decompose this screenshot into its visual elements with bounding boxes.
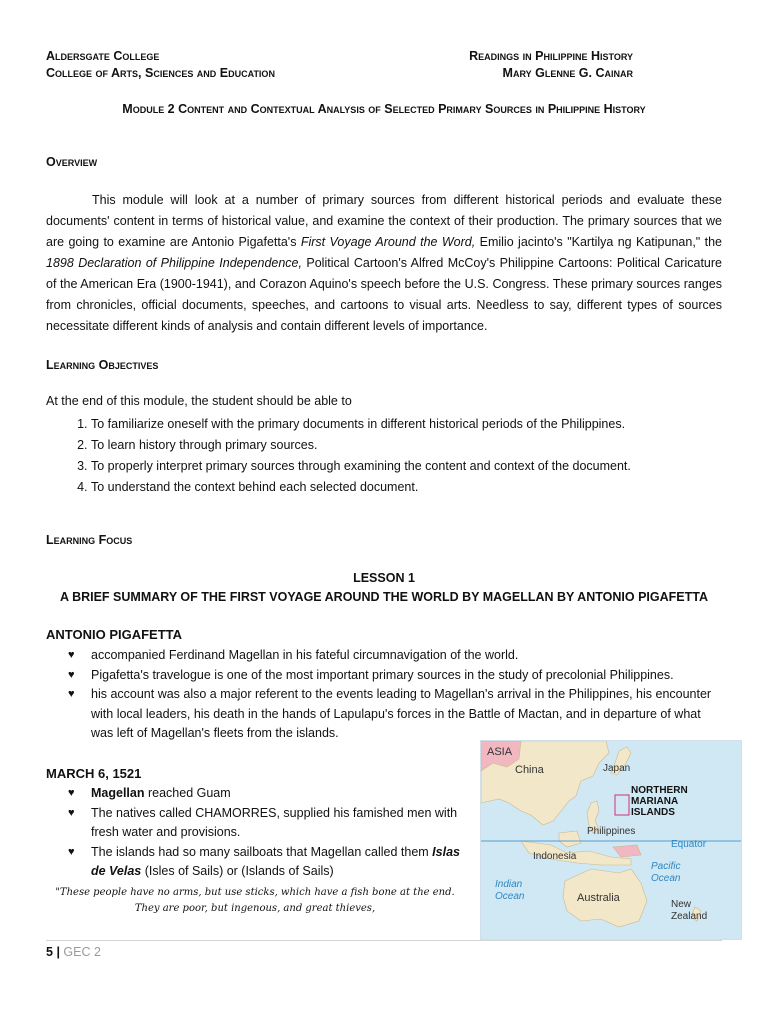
overview-text-3: Political Cartoon's Alfred McCoy's Philippine Cartoons: Political Caricature of the American Era (1900-1941), and Corazon Aquino's speech before the U.S. Congress. These primary sources ranges from chronicles, official documents, speeches, and cartoons to visual arts. Needless to say, different types of sources necessitate different kinds of analysis and contain different levels of importance. bbox=[46, 256, 722, 333]
western-pacific-map bbox=[480, 740, 742, 940]
label-indonesia: Indonesia bbox=[533, 851, 577, 862]
heart-bullet-icon: ♥ bbox=[68, 787, 75, 799]
bullet-text: his account was also a major referent to the events leading to Magellan's arrival in the Philippines, his encounter with local leaders, his death in the hands of Lapulapu's forces in the Battle of Mactan, and in departure of what was left of Magellan's fleets from the islands. bbox=[91, 687, 712, 740]
objective-item: 3. To properly interpret primary sources through examining the content and context of the document. bbox=[91, 456, 731, 477]
learning-focus-heading: Learning Focus bbox=[46, 533, 133, 547]
heart-bullet-icon: ♥ bbox=[68, 649, 75, 661]
heart-bullet-icon: ♥ bbox=[68, 688, 75, 700]
list-item bbox=[46, 843, 464, 882]
map-graphic bbox=[481, 741, 741, 939]
list-item bbox=[46, 646, 722, 666]
bullet-text: accompanied Ferdinand Magellan in his fateful circumnavigation of the world. bbox=[91, 648, 519, 662]
lesson-title: A BRIEF SUMMARY OF THE FIRST VOYAGE AROUND THE WORLD BY MAGELLAN BY ANTONIO PIGAFETTA bbox=[60, 590, 708, 604]
list-item bbox=[46, 784, 464, 804]
march-heading: MARCH 6, 1521 bbox=[46, 766, 142, 781]
label-pacific-2: Ocean bbox=[651, 873, 681, 884]
label-australia: Australia bbox=[577, 892, 620, 904]
overview-text-1: This module will look at a number of primary sources from different historical periods and evaluate these documents' content in terms of historical value, and examine the context of their production. The primary sources that we are going to examine are Antonio Pigafetta's bbox=[46, 193, 722, 249]
label-nmi-1: NORTHERN bbox=[631, 785, 688, 796]
list-item bbox=[46, 685, 722, 744]
footer-divider bbox=[46, 940, 722, 941]
overview-text-2: Emilio jacinto's "Kartilya ng Katipunan," the bbox=[475, 235, 722, 249]
page-footer bbox=[46, 945, 101, 959]
header-left bbox=[46, 48, 275, 82]
label-pacific-1: Pacific bbox=[651, 861, 681, 872]
objectives-intro: At the end of this module, the student should be able to bbox=[46, 394, 352, 408]
label-china: China bbox=[515, 764, 544, 776]
heart-bullet-icon: ♥ bbox=[68, 806, 75, 819]
overview-paragraph bbox=[46, 190, 722, 337]
magellan-bold: Magellan bbox=[91, 786, 145, 800]
objectives-list bbox=[46, 414, 731, 498]
college-name: College of Arts, Sciences and Education bbox=[46, 66, 275, 80]
pigafetta-quote bbox=[46, 885, 464, 917]
bullet-text: reached Guam bbox=[144, 786, 231, 800]
march-bullets bbox=[46, 784, 464, 882]
label-indian-2: Ocean bbox=[495, 891, 525, 902]
label-equator: Equator bbox=[671, 839, 707, 850]
module-title: Module 2 Content and Contextual Analysis of Selected Primary Sources in Philippine History bbox=[122, 102, 646, 116]
label-nz-2: Zealand bbox=[671, 911, 708, 922]
list-item bbox=[46, 666, 722, 686]
quote-line: They are poor, but ingenous, and great thieves, bbox=[134, 903, 376, 914]
heart-bullet-icon: ♥ bbox=[68, 668, 75, 681]
pigafetta-bullets bbox=[46, 646, 722, 744]
islas-de-velas: Islas de Velas bbox=[91, 844, 460, 878]
footer-separator: | bbox=[56, 945, 60, 959]
label-asia: ASIA bbox=[487, 746, 513, 758]
course-title: Readings in Philippine History bbox=[469, 49, 633, 63]
objective-item: 2. To learn history through primary sources. bbox=[91, 435, 731, 456]
list-item bbox=[46, 804, 464, 843]
bullet-text: Pigafetta's travelogue is one of the most important primary sources in the study of precolonial Philippines. bbox=[91, 667, 674, 682]
header-right bbox=[457, 48, 633, 82]
objective-item: 4. To understand the context behind each selected document. bbox=[91, 477, 731, 498]
label-nmi-3: ISLANDS bbox=[631, 807, 675, 818]
bullet-text: The islands had so many sailboats that Magellan called them bbox=[91, 844, 433, 859]
label-nz-1: New bbox=[671, 899, 692, 910]
pigafetta-heading: ANTONIO PIGAFETTA bbox=[46, 627, 183, 642]
school-name: Aldersgate College bbox=[46, 49, 160, 63]
page-number: 5 bbox=[46, 945, 53, 959]
quote-line: "These people have no arms, but use sticks, which have a fish bone at the end. bbox=[55, 887, 455, 898]
objective-item: 1. To familiarize oneself with the primary documents in different historical periods of the Philippines. bbox=[91, 414, 731, 435]
heart-bullet-icon: ♥ bbox=[68, 845, 75, 858]
author-name: Mary Glenne G. Cainar bbox=[502, 66, 633, 80]
bullet-text: The natives called CHAMORRES, supplied his famished men with fresh water and provisions. bbox=[91, 805, 458, 839]
overview-heading: Overview bbox=[46, 155, 98, 169]
lesson-number: LESSON 1 bbox=[353, 571, 415, 585]
label-nmi-2: MARIANA bbox=[631, 796, 679, 807]
overview-italic-1: First Voyage Around the Word, bbox=[300, 235, 476, 249]
footer-course: GEC 2 bbox=[63, 945, 101, 959]
label-philippines: Philippines bbox=[587, 826, 636, 837]
objectives-heading: Learning Objectives bbox=[46, 358, 159, 372]
bullet-text: (Isles of Sails) or (Islands of Sails) bbox=[141, 864, 334, 878]
label-japan: Japan bbox=[603, 763, 631, 774]
overview-italic-2: 1898 Declaration of Philippine Independence, bbox=[46, 256, 302, 270]
label-indian-1: Indian bbox=[495, 879, 523, 890]
